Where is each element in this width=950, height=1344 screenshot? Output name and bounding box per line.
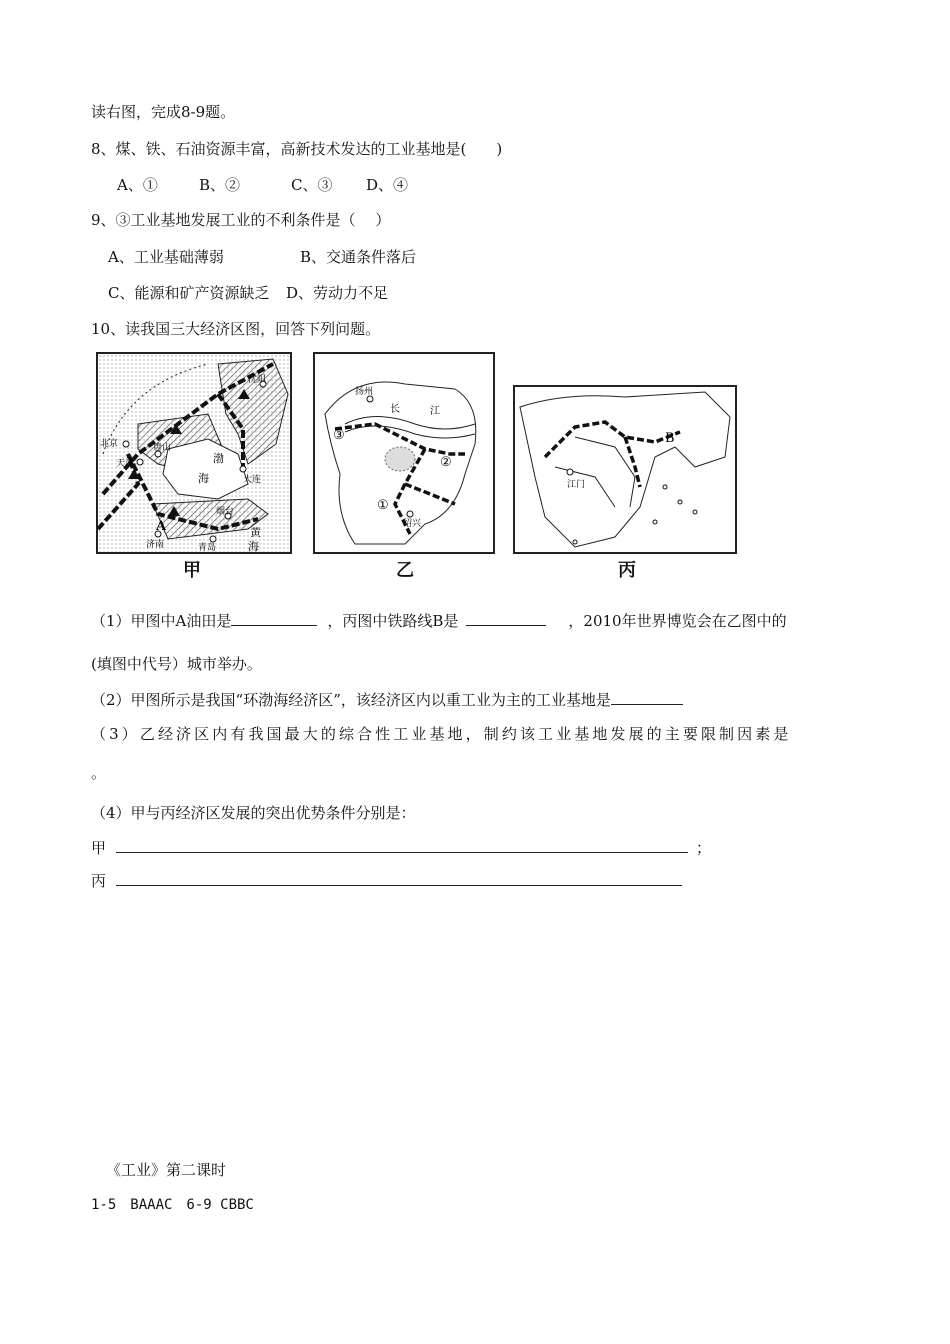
map-bing-caption: 丙 [618,560,636,581]
label-yantai: 烟台 [216,507,235,517]
map-bing-drawing [515,387,735,552]
label-shenyang: 沈阳 [248,375,267,385]
sub1-part-c: ，2010年世界博览会在乙图中的 [568,612,787,630]
map-yi-drawing [315,354,493,552]
q10-stem: 10、读我国三大经济区图，回答下列问题。 [91,320,381,338]
q9-option-c: C、能源和矿产资源缺乏 [108,284,270,302]
label-beijing: 北京 [100,439,119,449]
blank-jia-advantage[interactable] [116,838,688,853]
answer-line-jia [91,838,711,858]
label-qingdao: 青岛 [198,543,217,552]
label-tianjin: 天津 [116,459,135,469]
q8-option-c: C、③ [291,176,333,194]
q9-option-b: B、交通条件落后 [300,248,417,266]
q10-sub2 [91,690,683,710]
answer-line-bing [91,871,682,891]
sub1-part-a: （1）甲图中A油田是 [91,612,232,630]
label-jinan: 济南 [146,540,165,550]
q8-option-d: D、④ [366,176,409,194]
map-yi-caption: 乙 [396,560,414,581]
q10-sub1-line2: (填图中代号）城市举办。 [91,655,262,673]
intro-text: 读右图，完成8-9题。 [91,103,236,121]
q8-stem: 8、煤、铁、石油资源丰富，高新技术发达的工业基地是( ) [91,140,503,158]
q10-sub3: （3）乙经济区内有我国最大的综合性工业基地，制约该工业基地发展的主要限制因素是 [91,725,792,743]
q10-sub3-end: 。 [91,764,107,782]
q8-option-b: B、② [199,176,241,194]
bing-label: 丙 [91,872,107,890]
map-jia-drawing [98,354,290,552]
map-yi [313,352,495,554]
q9-option-a: A、工业基础薄弱 [108,248,224,266]
label-hai-1: 海 [198,472,209,485]
sub1-part-b: ，丙图中铁路线B是 [327,612,459,630]
label-tangshan: 唐山 [153,443,172,453]
map-bing [513,385,737,554]
q9-stem: 9、③工业基地发展工业的不利条件是（ ） [91,211,391,229]
blank-railway[interactable] [466,611,546,626]
q8-option-a: A、① [117,176,158,194]
label-circle-1: ① [377,498,389,513]
label-yangzhou: 扬州 [355,387,374,397]
label-oilfield-a: A [156,519,167,534]
label-shaoxing: 绍兴 [403,519,422,529]
answers-line: 1-5 BAAAC 6-9 CBBC [91,1197,254,1213]
q9-option-d: D、劳动力不足 [286,284,389,302]
label-chang: 长 [390,404,400,415]
label-hai-2: 海 [248,540,259,552]
label-jiangmen: 江门 [567,480,586,490]
label-huang: 黄 [250,526,261,539]
label-dalian: 大连 [243,475,262,485]
sub2-text: （2）甲图所示是我国“环渤海经济区”，该经济区内以重工业为主的工业基地是 [91,691,611,709]
jia-end: ； [696,839,712,857]
answers-title: 《工业》第二课时 [106,1161,227,1179]
map-jia [96,352,292,554]
label-bo: 渤 [213,452,224,465]
map-jia-caption: 甲 [183,560,201,581]
blank-bing-advantage[interactable] [116,871,682,886]
blank-heavy-industry-base[interactable] [611,690,683,705]
label-jiang: 江 [430,406,440,417]
label-railway-b: B [665,431,675,446]
blank-oilfield[interactable] [231,611,317,626]
jia-label: 甲 [91,839,107,857]
label-circle-3: ③ [333,428,345,443]
q10-sub1-line1 [91,611,787,631]
q10-sub4: （4）甲与丙经济区发展的突出优势条件分别是： [91,804,416,822]
label-circle-2: ② [440,455,452,470]
